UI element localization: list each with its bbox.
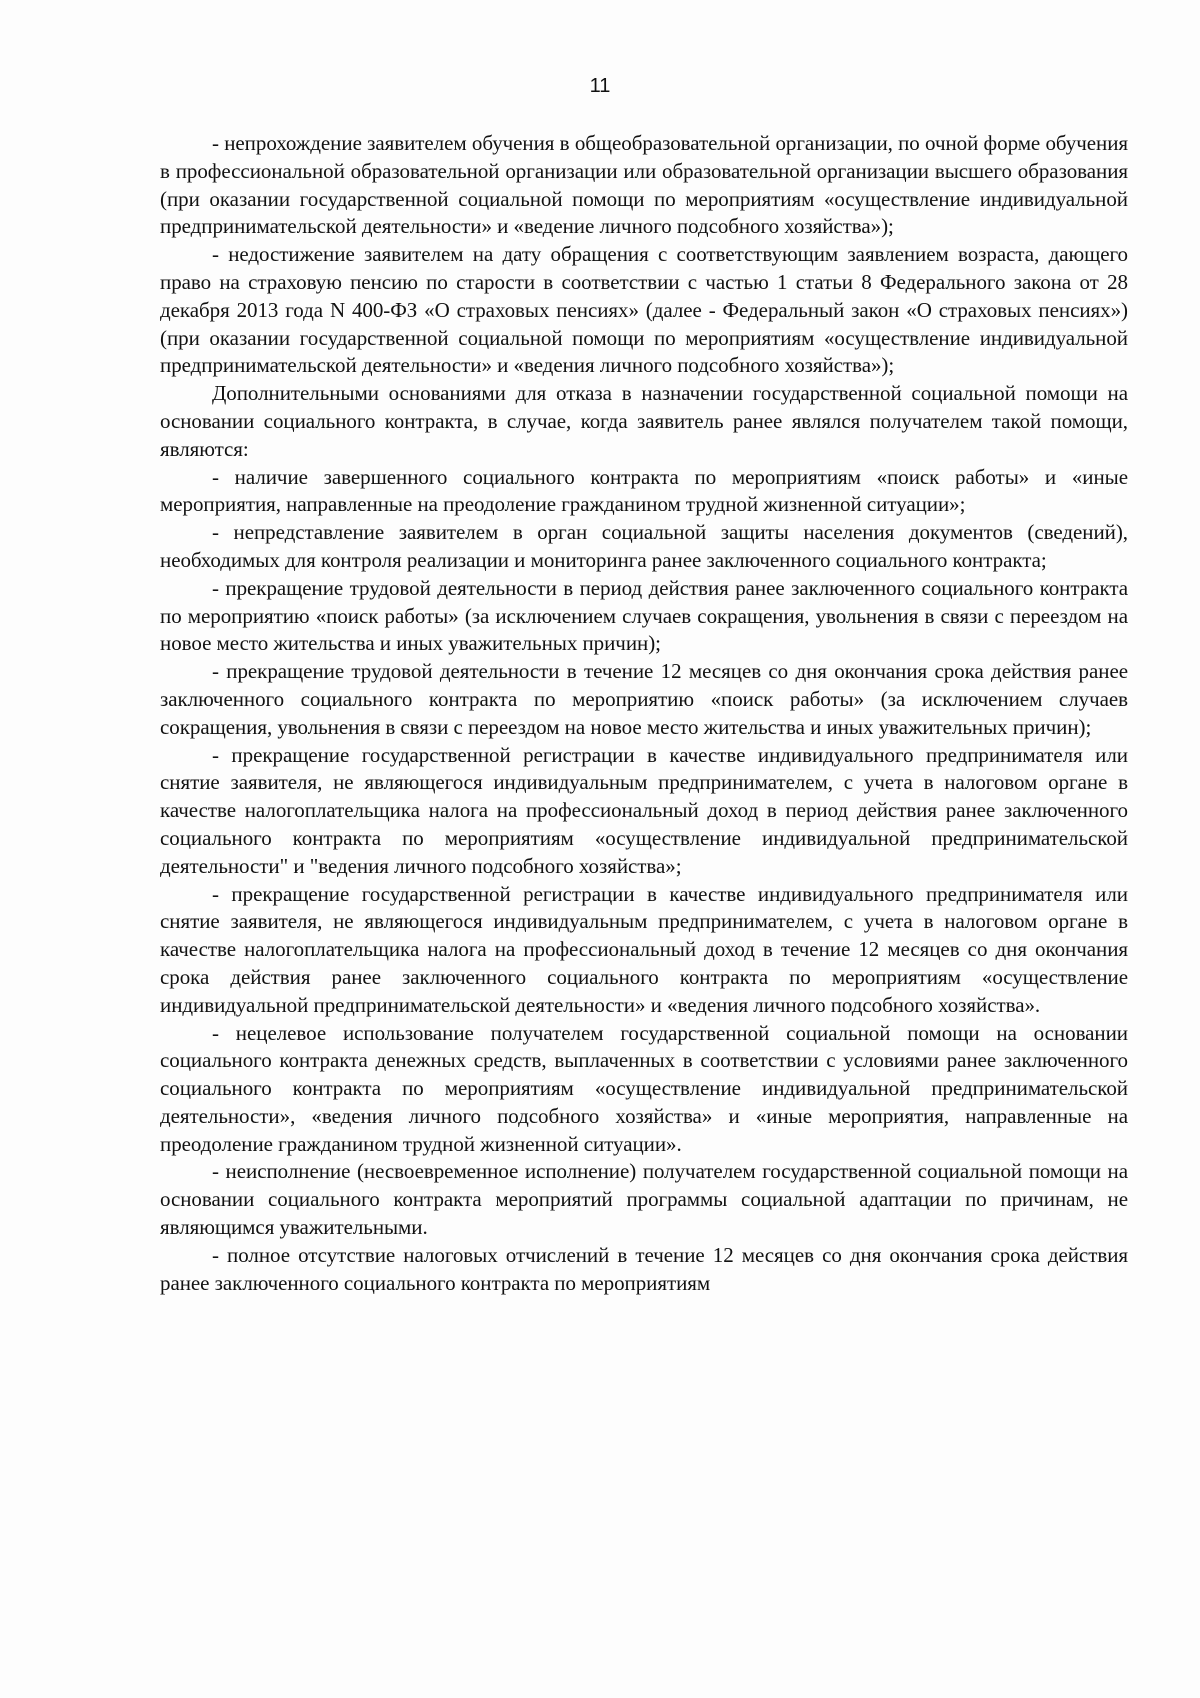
paragraph: Дополнительными основаниями для отказа в назначении государственной социальной помощи на основании социального контракта, в случае, когда заявитель ранее являлся получателем такой помощи, являются: — [160, 381, 1128, 461]
paragraph: - прекращение государственной регистрации в качестве индивидуального предпринимателя или снятие заявителя, не являющегося индивидуальным предпринимателем, с учета в налоговом органе в качестве налогоплательщика налога на профессиональный доход в течение 12 месяцев со дня окончания срока действия ранее заключенного социального контракта по мероприятиям «осуществление индивидуальной предпринимательской деятельности» и «ведения личного подсобного хозяйства». — [160, 881, 1128, 1017]
paragraph: - неисполнение (несвоевременное исполнение) получателем государственной социальной помощи на основании социального контракта мероприятий программы социальной адаптации по причинам, не являющимся уважительными. — [160, 1159, 1128, 1240]
paragraph: - прекращение трудовой деятельности в период действия ранее заключенного социального контракта по мероприятию «поиск работы» (за исключением случаев сокращения, увольнения в связи с переездом на новое место жительства и иных уважительных причин); — [160, 575, 1128, 656]
paragraph: - недостижение заявителем на дату обращения с соответствующим заявлением возраста, дающего право на страховую пенсию по старости в соответствии с частью 1 статьи 8 Федерального закона от 28 декабря 2013 года N 400-ФЗ «О страховых пенсиях» (далее - Федеральный закон «О страховых пенсиях») (при оказании государственной социальной помощи по мероприятиям «осуществление индивидуальной предпринимательской деятельности» и «ведения личного подсобного хозяйства»); — [160, 242, 1128, 378]
document-body — [160, 130, 1128, 1297]
paragraph: - непредставление заявителем в орган социальной защиты населения документов (сведений), необходимых для контроля реализации и мониторинга ранее заключенного социального контракта; — [160, 520, 1128, 572]
paragraph: - нецелевое использование получателем государственной социальной помощи на основании социального контракта денежных средств, выплаченных в соответствии с условиями ранее заключенного социального контракта по мероприятиям «осуществление индивидуальной предпринимательской деятельности», «ведения личного подсобного хозяйства» и «иные мероприятия, направленные на преодоление гражданином трудной жизненной ситуации». — [160, 1020, 1128, 1156]
paragraph: - непрохождение заявителем обучения в общеобразовательной организации, по очной форме обучения в профессиональной образовательной организации или образовательной организации высшего образования (при оказании государственной социальной помощи по мероприятиям «осуществление индивидуальной предпринимательской деятельности» и «ведение личного подсобного хозяйства»); — [160, 131, 1128, 239]
page-number: 11 — [589, 75, 611, 97]
paragraph: - прекращение трудовой деятельности в течение 12 месяцев со дня окончания срока действия ранее заключенного социального контракта по мероприятию «поиск работы» (за исключением случаев сокращения, увольнения в связи с переездом на новое место жительства и иных уважительных причин); — [160, 659, 1128, 739]
paragraph: - прекращение государственной регистрации в качестве индивидуального предпринимателя или снятие заявителя, не являющегося индивидуальным предпринимателем, с учета в налоговом органе в качестве налогоплательщика налога на профессиональный доход в период действия ранее заключенного социального контракта по мероприятиям «осуществление индивидуальной предпринимательской деятельности" и "ведения личного подсобного хозяйства»; — [160, 742, 1128, 878]
paragraph: - полное отсутствие налоговых отчислений в течение 12 месяцев со дня окончания срока действия ранее заключенного социального контракта по мероприятиям — [160, 1242, 1128, 1295]
paragraph: - наличие завершенного социального контракта по мероприятиям «поиск работы» и «иные мероприятия, направленные на преодоление гражданином трудной жизненной ситуации»; — [160, 464, 1128, 517]
